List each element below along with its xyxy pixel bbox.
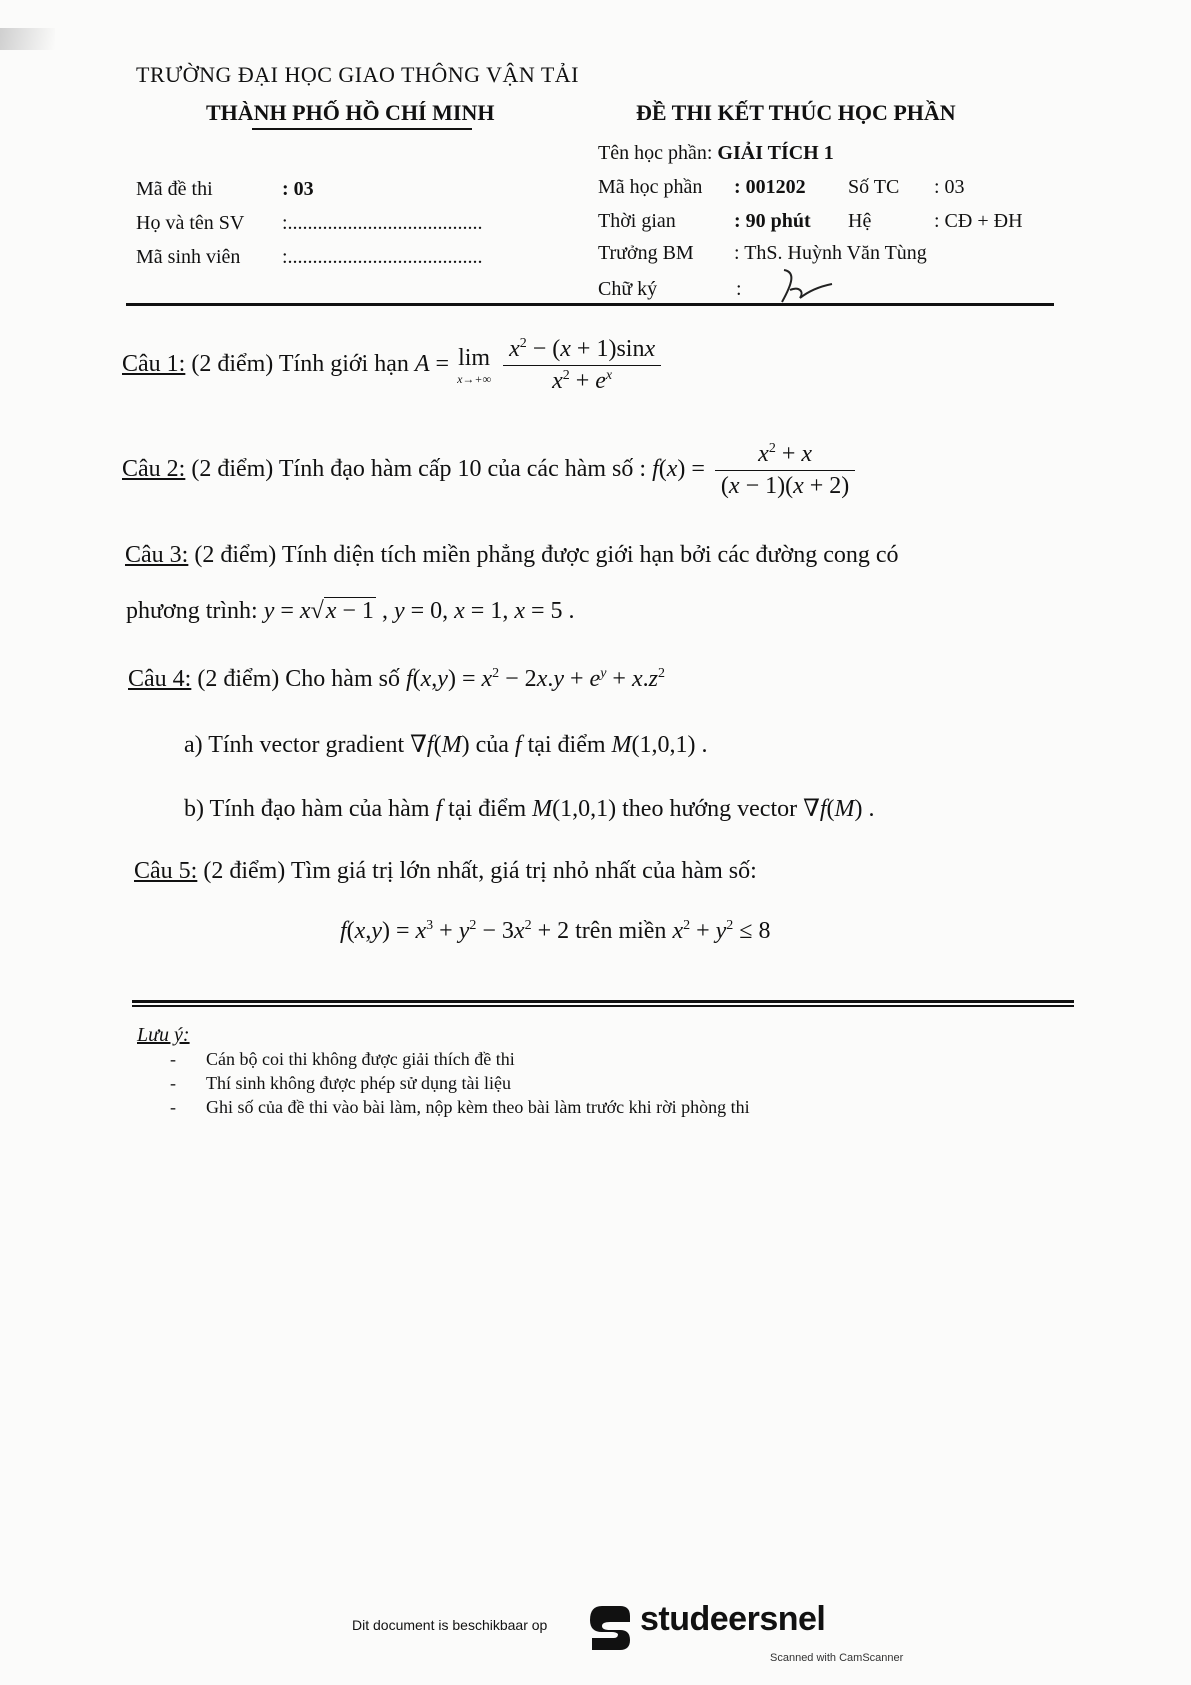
question-4a-mid: của: [475, 732, 509, 758]
notes-title: Lưu ý:: [137, 1024, 190, 1046]
exam-code-label: Mã đề thi: [136, 178, 213, 200]
question-2-text: (2 điểm) Tính đạo hàm cấp 10 của các hàm số :: [191, 456, 647, 483]
question-4b: b) Tính đạo hàm của hàm f tại điểm M(1,0,1) theo hướng vector ∇f(M) .: [184, 796, 875, 822]
student-name-blank: :.......................................: [282, 212, 483, 234]
note-item: -: [170, 1049, 176, 1069]
header-divider: [126, 303, 1054, 306]
signature-scribble: [770, 262, 840, 306]
credits: : 03: [934, 176, 965, 198]
course-name-label: Tên học phần:: [598, 142, 713, 164]
head-label: Trưởng BM: [598, 242, 694, 264]
city-underline: [252, 128, 472, 130]
question-3-text: (2 điểm) Tính diện tích miền phẳng được giới hạn bởi các đường cong có: [194, 542, 899, 568]
course-code-label: Mã học phần: [598, 176, 703, 198]
signature-colon: :: [736, 278, 742, 300]
question-3-label: Câu 3:: [125, 542, 189, 568]
question-4-text: (2 điểm) Cho hàm số: [197, 666, 400, 692]
question-4a: a) Tính vector gradient ∇f(M) của f tại điểm M(1,0,1) .: [184, 732, 708, 758]
school-name: TRƯỜNG ĐẠI HỌC GIAO THÔNG VẬN TẢI: [136, 62, 579, 87]
note-item-3: Ghi số của đề thi vào bài làm, nộp kèm theo bài làm trước khi rời phòng thi: [206, 1097, 750, 1117]
note-item: -: [170, 1073, 176, 1093]
course-name: GIẢI TÍCH 1: [717, 142, 834, 164]
question-5-text: (2 điểm) Tìm giá trị lớn nhất, giá trị nhỏ nhất của hàm số:: [203, 858, 757, 884]
studeersnel-logo-icon: [586, 1602, 634, 1652]
exam-title: ĐỀ THI KẾT THÚC HỌC PHẦN: [636, 100, 956, 125]
question-5-label: Câu 5:: [134, 858, 198, 884]
question-3-equation: phương trình: y = x√x − 1 , y = 0, x = 1, x = 5 .: [126, 598, 575, 624]
footer-available-text: Dit document is beschikbaar op: [352, 1617, 548, 1633]
signature-label: Chữ ký: [598, 278, 658, 300]
question-5-equation: $f(x,y) = x^3 + y^2 - 3x^2 + 2$ trên miền $x^2 + y^2 \le 8$: [340, 918, 771, 944]
question-4b-end: theo hướng vector: [622, 796, 798, 822]
question-5-mid: trên miền: [575, 918, 667, 944]
question-4: Câu 4: (2 điểm) Cho hàm số $f(x,y) = x^2 - 2x.y + e^y + x.z^2$: [128, 666, 665, 692]
student-id-blank: :.......................................: [282, 246, 483, 268]
system-value: : CĐ + ĐH: [934, 210, 1023, 232]
camscanner-text: Scanned with CamScanner: [770, 1652, 904, 1664]
question-4b-text: b) Tính đạo hàm của hàm: [184, 796, 430, 822]
question-4b-mid: tại điểm: [448, 796, 527, 822]
question-4a-text: a) Tính vector gradient: [184, 732, 405, 758]
question-3: [125, 542, 899, 569]
notes-divider-bottom: [132, 1005, 1074, 1007]
note-item: -: [170, 1097, 176, 1117]
question-4-label: Câu 4:: [128, 666, 192, 692]
notes-divider-top: [132, 1000, 1074, 1003]
studeersnel-brand: studeersnel: [640, 1600, 826, 1638]
question-2: Câu 2: (2 điểm) Tính đạo hàm cấp 10 của các hàm số : f(x) = $\frac{x^2 + x}{(x - 1)(x + 2)}$: [122, 441, 859, 500]
question-1: Câu 1: (2 điểm) Tính giới hạn A = lim x→+∞ $\frac{x^2 - (x + 1)\sin x}{x^2 + e^x}$: [122, 336, 665, 395]
question-4a-end: tại điểm: [527, 732, 606, 758]
time-label: Thời gian: [598, 210, 676, 232]
student-name-label: Họ và tên SV: [136, 212, 245, 234]
question-2-label: Câu 2:: [122, 456, 186, 483]
head-value: : ThS. Huỳnh Văn Tùng: [734, 242, 927, 264]
question-5: [134, 858, 757, 885]
question-1-label: Câu 1:: [122, 351, 186, 378]
credits-label: Số TC: [848, 176, 900, 198]
question-3-text2: phương trình:: [126, 598, 258, 624]
note-item-1: Cán bộ coi thi không được giải thích đề thi: [206, 1049, 515, 1069]
system-label: Hệ: [848, 210, 872, 232]
scan-corner-shadow: [0, 28, 55, 50]
exam-code: : 03: [282, 178, 314, 200]
course-name-row: [598, 142, 834, 165]
question-1-text: (2 điểm) Tính giới hạn: [191, 351, 409, 378]
time-value: : 90 phút: [734, 210, 811, 232]
student-id-label: Mã sinh viên: [136, 246, 241, 268]
city-name: THÀNH PHỐ HỒ CHÍ MINH: [206, 100, 495, 125]
note-item-2: Thí sinh không được phép sử dụng tài liệu: [206, 1073, 511, 1093]
course-code: : 001202: [734, 176, 806, 198]
